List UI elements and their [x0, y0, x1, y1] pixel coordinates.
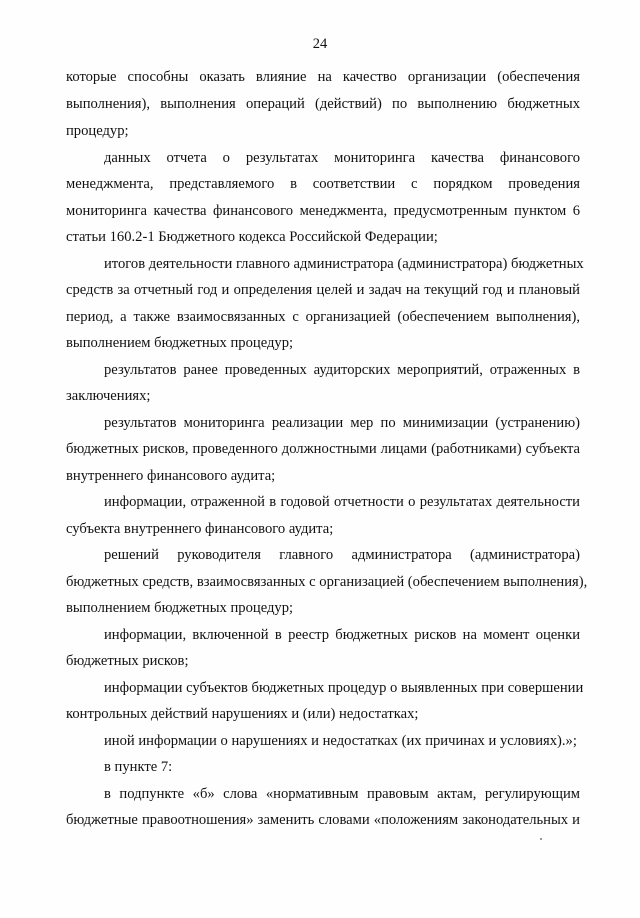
text-line: бюджетных средств, взаимосвязанных с организацией (обеспечением выполнения), — [66, 574, 588, 590]
text-line: контрольных действий нарушениях и (или) недостатках; — [66, 706, 419, 722]
text-line: выполнением бюджетных процедур; — [66, 335, 294, 351]
text-line: выполнения), выполнения операций (действий) по выполнению бюджетных — [66, 96, 580, 112]
text-line: бюджетных рисков; — [66, 653, 189, 669]
text-line: менеджмента, представляемого в соответствии с порядком проведения — [66, 176, 580, 192]
text-line: средств за отчетный год и определения целей и задач на текущий год и плановый — [66, 282, 580, 298]
text-line: заключениях; — [66, 388, 151, 404]
page-number: 24 — [312, 36, 328, 52]
text-line: внутреннего финансового аудита; — [66, 468, 276, 484]
text-line: которые способны оказать влияние на качество организации (обеспечения — [66, 69, 580, 85]
text-line: период, а также взаимосвязанных с организацией (обеспечением выполнения), — [66, 309, 580, 325]
text-line: мониторинга качества финансового менеджмента, предусмотренным пунктом 6 — [66, 203, 580, 219]
text-line: информации, включенной в реестр бюджетных рисков на момент оценки — [104, 627, 580, 643]
text-line: итогов деятельности главного администратора (администратора) бюджетных — [104, 256, 584, 272]
text-line: результатов мониторинга реализации мер по минимизации (устранению) — [104, 415, 580, 431]
text-line: в пункте 7: — [104, 759, 173, 775]
text-line: процедур; — [66, 123, 129, 139]
text-line: иной информации о нарушениях и недостатках (их причинах и условиях).»; — [104, 733, 577, 749]
text-line: информации субъектов бюджетных процедур о выявленных при совершении — [104, 680, 584, 696]
text-line: бюджетных рисков, проведенного должностными лицами (работниками) субъекта — [66, 441, 580, 457]
text-line: бюджетные правоотношения» заменить словами «положениям законодательных и — [66, 812, 580, 828]
text-line: статьи 160.2-1 Бюджетного кодекса Российской Федерации; — [66, 229, 438, 245]
text-line: данных отчета о результатах мониторинга качества финансового — [104, 150, 580, 166]
text-line: выполнением бюджетных процедур; — [66, 600, 294, 616]
text-line: информации, отраженной в годовой отчетности о результатах деятельности — [104, 494, 580, 510]
text-line: решений руководителя главного администратора (администратора) — [104, 547, 580, 563]
text-line: результатов ранее проведенных аудиторских мероприятий, отраженных в — [104, 362, 580, 378]
text-line: в подпункте «б» слова «нормативным правовым актам, регулирующим — [104, 786, 580, 802]
text-line: субъекта внутреннего финансового аудита; — [66, 521, 334, 537]
scan-speck — [540, 838, 542, 840]
